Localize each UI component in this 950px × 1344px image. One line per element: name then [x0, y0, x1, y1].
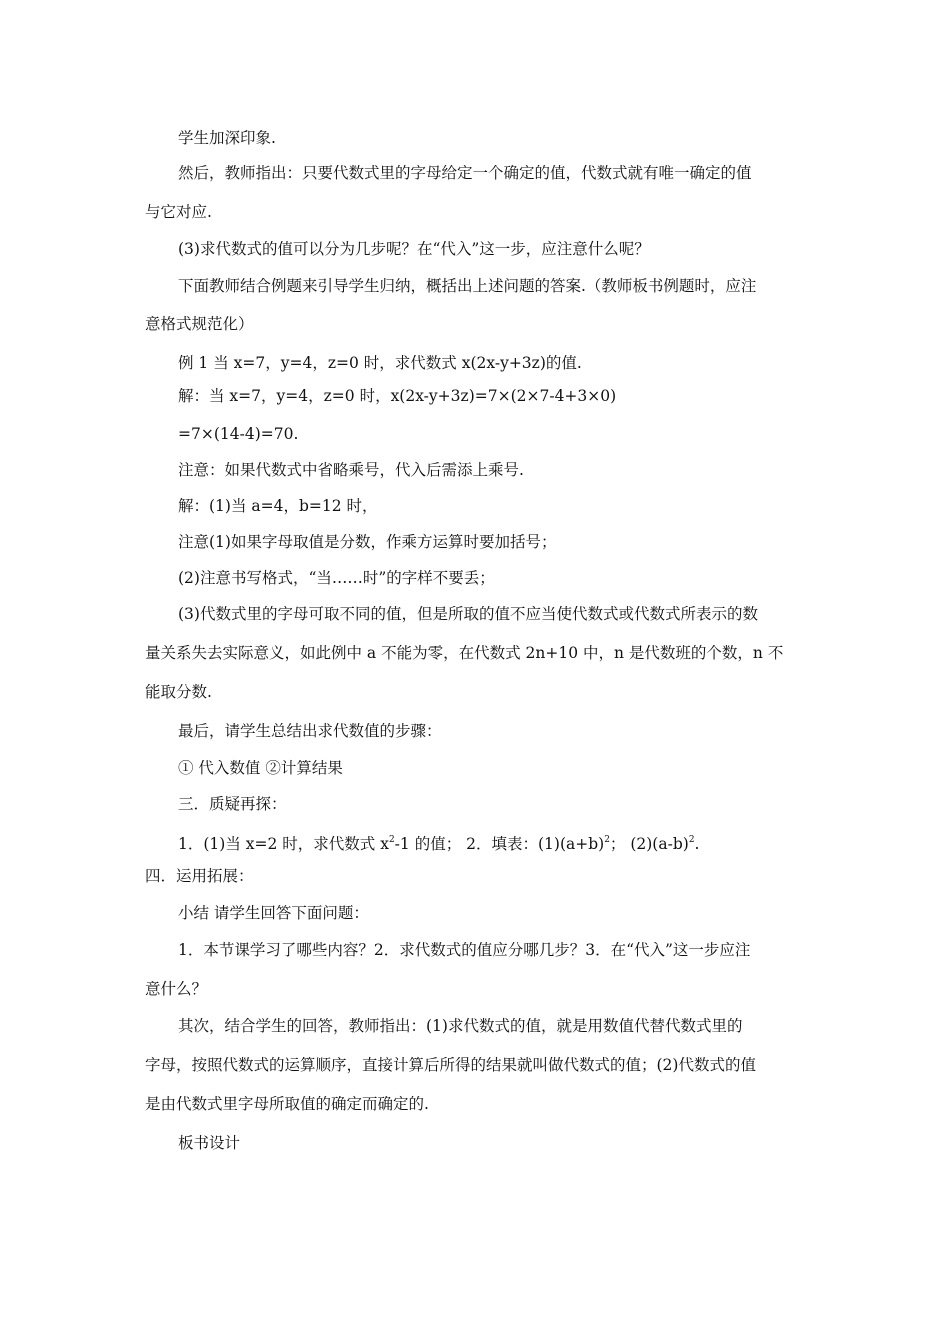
paragraph-line: 字母，按照代数式的运算顺序，直接计算后所得的结果就叫做代数式的值；(2)代数式的值: [145, 1056, 756, 1074]
solution-line: =7×(14-4)=70.: [178, 425, 299, 443]
note-line: 注意：如果代数式中省略乘号，代入后需添上乘号.: [178, 461, 524, 479]
exercise-text: .: [694, 835, 700, 853]
exponent: 2: [388, 835, 395, 845]
exercise-line: [178, 830, 699, 854]
example-line: 例 1 当 x=7，y=4，z=0 时，求代数式 x(2x-y+3z)的值.: [178, 354, 582, 372]
paragraph-line: 然后，教师指出：只要代数式里的字母给定一个确定的值，代数式就有唯一确定的值: [178, 164, 752, 182]
note-line: 能取分数.: [145, 683, 212, 701]
paragraph-line: 学生加深印象.: [178, 129, 276, 147]
exercise-text: 1．(1)当 x=2 时，求代数式 x: [178, 835, 389, 853]
paragraph-line: 意格式规范化）: [145, 315, 254, 333]
solution-line: 解：当 x=7，y=4，z=0 时，x(2x-y+3z)=7×(2×7-4+3×0): [178, 387, 617, 405]
paragraph-line: 是由代数式里字母所取值的确定而确定的.: [145, 1095, 429, 1113]
paragraph-line: 与它对应.: [145, 203, 212, 221]
paragraph-line: (3)求代数式的值可以分为几步呢？在“代入”这一步，应注意什么呢？: [178, 240, 650, 258]
steps-line: ① 代入数值 ②计算结果: [178, 759, 343, 777]
paragraph-line: 1．本节课学习了哪些内容？2．求代数式的值应分哪几步？3．在“代入”这一步应注: [178, 941, 751, 959]
section-heading: 三．质疑再探：: [178, 795, 287, 813]
solution-line: 解：(1)当 a=4，b=12 时，: [178, 497, 378, 515]
note-line: (2)注意书写格式，“当……时”的字样不要丢；: [178, 569, 495, 587]
exponent: 2: [604, 835, 610, 845]
note-line: 注意(1)如果字母取值是分数，作乘方运算时要加括号；: [178, 533, 557, 551]
paragraph-line: 小结 请学生回答下面问题：: [178, 904, 369, 922]
paragraph-line: 意什么？: [145, 980, 208, 998]
paragraph-line: 其次，结合学生的回答，教师指出：(1)求代数式的值，就是用数值代替代数式里的: [178, 1017, 743, 1035]
note-line: 量关系失去实际意义，如此例中 a 不能为零，在代数式 2n+10 中，n 是代数班的个数，n 不: [145, 644, 784, 662]
exponent: 2: [688, 835, 695, 845]
section-heading: 板书设计: [178, 1134, 241, 1152]
exercise-text: -1 的值； 2．填表：(1)(a+b): [394, 835, 605, 853]
section-heading: 四．运用拓展：: [145, 867, 254, 885]
paragraph-line: 下面教师结合例题来引导学生归纳，概括出上述问题的答案.（教师板书例题时，应注: [178, 277, 757, 295]
paragraph-line: 最后，请学生总结出求代数值的步骤：: [178, 722, 442, 740]
exercise-text: ； (2)(a-b): [609, 835, 689, 853]
note-line: (3)代数式里的字母可取不同的值，但是所取的值不应当使代数式或代数式所表示的数: [178, 605, 758, 623]
